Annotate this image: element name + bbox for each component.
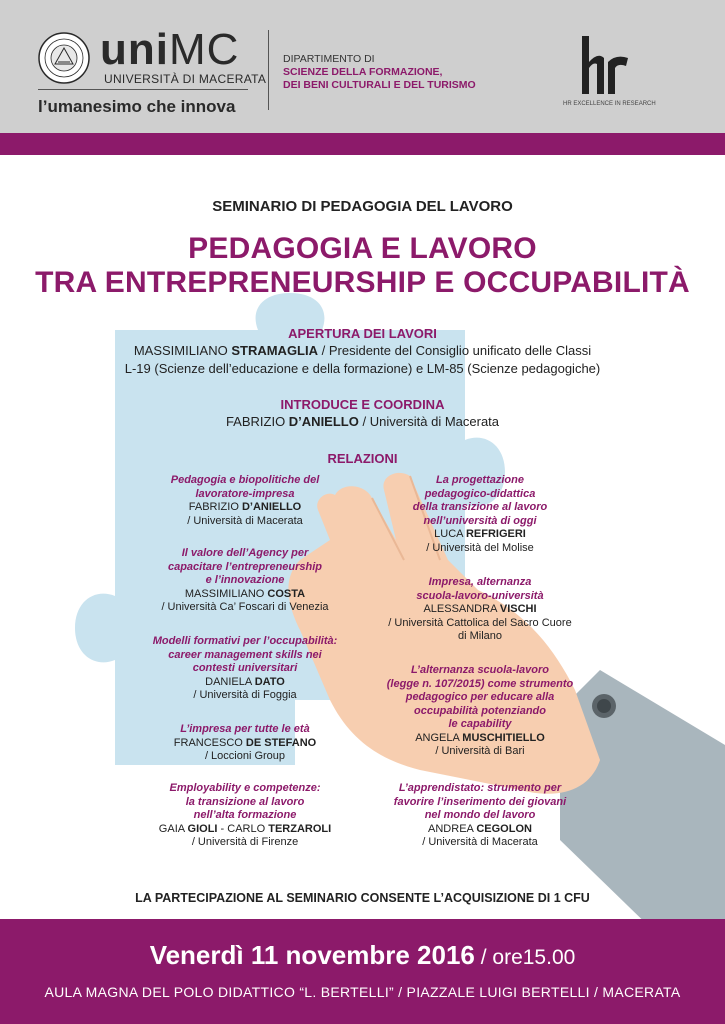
tagline: l’umanesimo che innova	[38, 97, 236, 116]
section-apertura	[0, 326, 725, 378]
dept-line-1: DIPARTIMENTO DI	[283, 53, 375, 65]
talk-item: Modelli formativi per l’occupabilità: career management skills nei contesti universitari DANIELA DATO / Università di Foggia	[152, 635, 338, 701]
dept-line-3: DEI BENI CULTURALI E DEL TURISMO	[283, 79, 476, 91]
talk-item: L’impresa per tutte le età FRANCESCO DE STEFANO / Loccioni Group	[173, 723, 317, 762]
event-date: Venerdì 11 novembre 2016	[149, 940, 475, 970]
event-venue: AULA MAGNA DEL POLO DIDATTICO “L. BERTELLI” / PIAZZALE LUIGI BERTELLI / MACERATA	[44, 984, 681, 1000]
talk-item: Impresa, alternanza scuola-lavoro-università ALESSANDRA VISCHI / Università Cattolica del Sacro Cuore di Milano	[388, 576, 572, 642]
talk-item: L’alternanza scuola-lavoro (legge n. 107/2015) come strumento pedagogico per educare alla occupabilità potenziando le capability ANGELA MUSCHITIELLO / Università di Bari	[386, 664, 574, 757]
section-heading: INTRODUCE E COORDINA	[280, 397, 445, 412]
apertura-line-1: MASSIMILIANO STRAMAGLIA / Presidente del Consiglio unificato delle Classi	[133, 343, 592, 358]
talk-item: L’apprendistato: strumento per favorire l’inserimento dei giovani nel mondo del lavoro ANDREA CEGOLON / Università di Macerata	[393, 782, 567, 848]
section-heading: RELAZIONI	[327, 451, 398, 466]
event-time: / ore15.00	[474, 946, 576, 969]
section-heading: APERTURA DEI LAVORI	[288, 326, 437, 341]
section-relazioni	[0, 451, 725, 467]
talk-item: La progettazione pedagogico-didattica della transizione al lavoro nell’università di oggi LUCA REFRIGERI / Università del Molise	[412, 474, 548, 554]
section-introduce	[0, 397, 725, 431]
dept-line-2: SCIENZE DELLA FORMAZIONE,	[283, 66, 443, 78]
hr-caption: HR EXCELLENCE IN RESEARCH	[563, 101, 656, 107]
logo-mc-text: MC	[168, 25, 240, 74]
cfu-note: LA PARTECIPAZIONE AL SEMINARIO CONSENTE L’ACQUISIZIONE DI 1 CFU	[135, 891, 590, 905]
main-title	[0, 232, 725, 300]
talk-item: Il valore dell’Agency per capacitare l’entrepreneurship e l’innovazione MASSIMILIANO COSTA / Università Ca’ Foscari di Venezia	[161, 547, 329, 613]
logo-uni-text: uni	[100, 25, 169, 74]
introduce-line: FABRIZIO D’ANIELLO / Università di Macerata	[225, 414, 500, 429]
apertura-line-2: L-19 (Scienze dell’educazione e della formazione) e LM-85 (Scienze pedagogiche)	[124, 361, 601, 376]
main-title-line-1: PEDAGOGIA E LAVORO	[188, 232, 537, 265]
seminar-title: SEMINARIO DI PEDAGOGIA DEL LAVORO	[212, 198, 513, 215]
talk-item: Employability e competenze: la transizione al lavoro nell’alta formazione GAIA GIOLI - CARLO TERZAROLI / Università di Firenze	[158, 782, 332, 848]
main-title-line-2: TRA ENTREPRENEURSHIP E OCCUPABILITÀ	[35, 266, 690, 299]
event-date-line	[0, 940, 725, 973]
logo-subtitle: UNIVERSITÀ DI MACERATA	[104, 72, 267, 86]
talk-item: Pedagogia e biopolitiche del lavoratore-impresa FABRIZIO D’ANIELLO / Università di Macerata	[170, 474, 320, 527]
